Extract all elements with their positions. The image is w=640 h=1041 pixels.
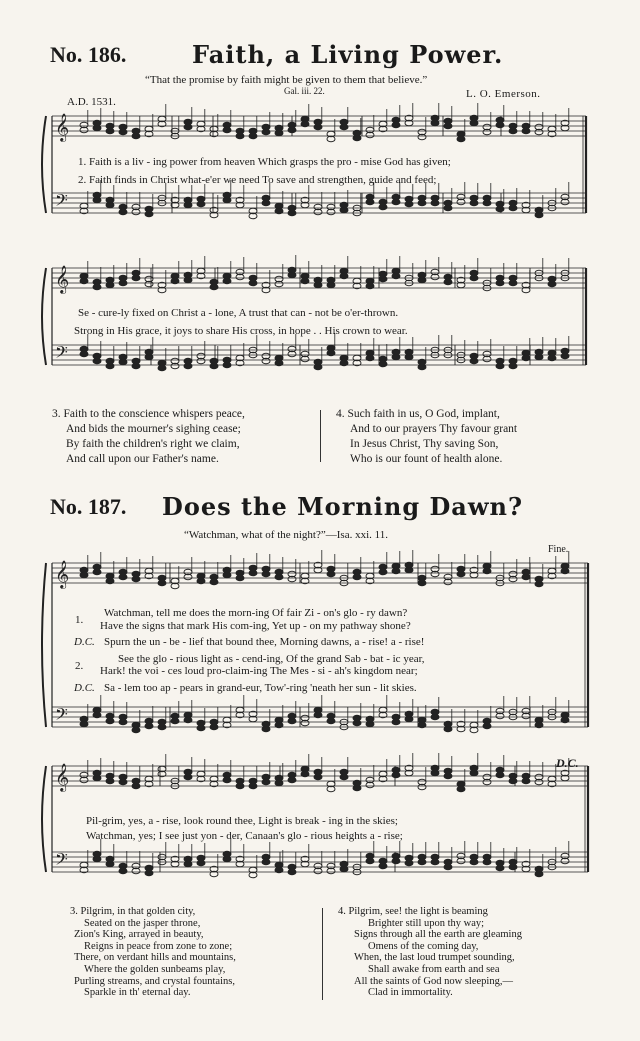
note-head [366, 199, 374, 205]
note-head [314, 124, 322, 130]
note-head [210, 363, 218, 369]
note-head [470, 275, 478, 281]
hymn-187-v1-line1: Watchman, tell me does the morn-ing Of fair Zi - on's glo - ry dawn? [104, 607, 408, 619]
note-head [444, 864, 452, 870]
verse-line: Clad in immortality. [368, 987, 453, 999]
hymn-186-sys2-line2: Strong in His grace, it joys to share His cross, in hope . . His crown to wear. [74, 325, 408, 337]
bass-clef-icon: 𝄢 [55, 190, 68, 214]
note-head [119, 868, 127, 874]
verse-line: When, the last loud trumpet sounding, [354, 952, 515, 964]
note-head [366, 283, 374, 289]
note-head [249, 133, 257, 139]
note-head [483, 200, 491, 206]
note-head [509, 205, 517, 211]
note-head [548, 281, 556, 287]
note-head [470, 859, 478, 865]
bass-clef-icon: 𝄢 [55, 849, 68, 873]
verse-line: 4. Pilgrim, see! the light is beaming [338, 906, 488, 917]
note-head [444, 123, 452, 129]
note-head [171, 718, 179, 724]
hymn-187-v2-line1: See the glo - rious light as - cend-ing, Of the grand Sab - bat - ic year, [118, 653, 425, 665]
note-head [106, 778, 114, 784]
note-head [171, 278, 179, 284]
hymn-187-v2-line2: Hark! the voi - ces loud pro-claim-ing The Mes - si - ah's kingdom near; [100, 665, 418, 677]
note-head [262, 726, 270, 732]
note-head [106, 363, 114, 369]
note-head [353, 785, 361, 791]
note-head [379, 204, 387, 210]
note-head [93, 569, 101, 575]
note-head [288, 777, 296, 783]
note-head [119, 129, 127, 135]
note-head [223, 127, 231, 133]
hymn-186-scripture: Gal. iii. 22. [284, 86, 325, 96]
note-head [275, 722, 283, 728]
note-head [106, 718, 114, 724]
verse-line: Zion's King, arrayed in beauty, [74, 929, 204, 941]
note-head [444, 205, 452, 211]
note-head [379, 863, 387, 869]
note-head [197, 860, 205, 866]
note-head [366, 858, 374, 864]
hymn-187-epigraph: “Watchman, what of the night?”—Isa. xxi. 11. [184, 529, 388, 541]
note-head [405, 201, 413, 207]
note-head [366, 355, 374, 361]
verse-divider [322, 908, 323, 1000]
note-head [314, 282, 322, 288]
note-head [392, 772, 400, 778]
note-head [470, 120, 478, 126]
note-head [197, 725, 205, 731]
bass-clef-icon: 𝄢 [55, 704, 68, 728]
note-head [119, 280, 127, 286]
note-head [483, 723, 491, 729]
note-head [288, 272, 296, 278]
note-head [522, 574, 530, 580]
note-head [119, 719, 127, 725]
hymn-187-verse-3 [70, 906, 236, 999]
verse-line: 3. Pilgrim, in that golden city, [70, 906, 196, 917]
dc-label-2: D.C. [74, 682, 95, 694]
note-head [197, 578, 205, 584]
note-head [262, 779, 270, 785]
verse-line: Reigns in peace from zone to zone; [84, 940, 233, 952]
hymn187-system1-brace [42, 563, 46, 727]
note-head [327, 350, 335, 356]
note-head [418, 200, 426, 206]
note-head [132, 363, 140, 369]
note-head [288, 718, 296, 724]
note-head [236, 575, 244, 581]
note-head [509, 128, 517, 134]
note-head [223, 777, 231, 783]
note-head [392, 858, 400, 864]
note-head [470, 358, 478, 364]
note-head [145, 354, 153, 360]
note-head [119, 359, 127, 365]
note-head [80, 721, 88, 727]
hymn-187-dc2-text: Sa - lem too ap - pears in grand-eur, Tow'-ring 'neath her sun - lit skies. [104, 682, 417, 694]
verse-line: Omens of the coming day, [368, 940, 479, 952]
hymn-186-composer: L. O. Emerson. [466, 88, 541, 100]
hymn-186-verse-4 [336, 407, 517, 467]
note-head [340, 360, 348, 366]
hymn-187-dc1-text: Spurn the un - be - lief that bound thee, Morning dawns, a - rise! a - rise! [104, 636, 425, 648]
verse-line: Who is our fount of health alone. [350, 453, 503, 465]
note-head [340, 124, 348, 130]
note-head [106, 861, 114, 867]
note-head [470, 200, 478, 206]
note-head [509, 864, 517, 870]
note-head [522, 355, 530, 361]
note-head [262, 200, 270, 206]
note-head [301, 771, 309, 777]
note-head [223, 856, 231, 862]
verse-line: By faith the children's right we claim, [66, 438, 240, 450]
note-head [535, 581, 543, 587]
verse-line: Brighter still upon thy way; [368, 917, 485, 929]
note-head [535, 722, 543, 728]
note-head [496, 772, 504, 778]
note-head [275, 574, 283, 580]
verse-line: Signs through all the earth are gleaming [354, 929, 522, 941]
treble-clef-icon: 𝄞 [55, 113, 70, 141]
note-head [457, 571, 465, 577]
note-head [535, 354, 543, 360]
verse-line: Shall awake from earth and sea [368, 963, 500, 975]
note-head [405, 354, 413, 360]
note-head [561, 353, 569, 359]
note-head [288, 869, 296, 875]
treble-clef-icon: 𝄞 [55, 763, 70, 791]
note-head [535, 871, 543, 877]
note-head [431, 859, 439, 865]
verse-line: There, on verdant hills and mountains, [74, 952, 236, 964]
note-head [431, 770, 439, 776]
note-head [340, 207, 348, 213]
note-head [275, 130, 283, 136]
note-head [496, 280, 504, 286]
note-head [418, 277, 426, 283]
note-head [158, 580, 166, 586]
note-head [314, 774, 322, 780]
note-head [184, 124, 192, 130]
verse-1-number: 1. [75, 614, 84, 626]
note-head [106, 128, 114, 134]
verse-line: Sparkle in th' eternal day. [84, 987, 191, 999]
note-head [249, 280, 257, 286]
note-head [392, 354, 400, 360]
note-head [80, 572, 88, 578]
note-head [275, 208, 283, 214]
note-head [379, 569, 387, 575]
note-head [327, 282, 335, 288]
note-head [340, 273, 348, 279]
note-head [288, 127, 296, 133]
note-head [158, 724, 166, 730]
note-head [392, 199, 400, 205]
note-head [145, 870, 153, 876]
note-head [522, 128, 530, 134]
note-head [509, 280, 517, 286]
note-head [431, 120, 439, 126]
note-head [145, 723, 153, 729]
note-head [340, 866, 348, 872]
verse-line: 4. Such faith in us, O God, implant, [336, 408, 500, 420]
note-head [275, 780, 283, 786]
note-head [223, 572, 231, 578]
hymn-187-v1-line2: Have the signs that mark His com-ing, Yet up - on my pathway shone? [100, 620, 411, 632]
note-head [535, 212, 543, 218]
note-head [210, 724, 218, 730]
note-head [262, 129, 270, 135]
note-head [496, 122, 504, 128]
note-head [119, 209, 127, 215]
note-head [275, 360, 283, 366]
note-head [301, 278, 309, 284]
note-head [184, 774, 192, 780]
note-head [197, 201, 205, 207]
verse-divider [320, 410, 321, 462]
note-head [353, 135, 361, 141]
note-head [106, 282, 114, 288]
hymn-186-date: A.D. 1531. [67, 96, 116, 108]
hymn187-system2-brace [42, 766, 46, 872]
note-head [379, 276, 387, 282]
note-head [418, 859, 426, 865]
note-head [366, 721, 374, 727]
verse-line: 3. Faith to the conscience whispers peace, [52, 408, 245, 420]
note-head [80, 278, 88, 284]
note-head [93, 284, 101, 290]
note-head [496, 865, 504, 871]
hymn-187-number: No. 187. [50, 494, 127, 519]
hymn-186-sys1-line1: 1. Faith is a liv - ing power from heaven Which grasps the pro - mise God has given; [78, 156, 451, 168]
note-head [509, 363, 517, 369]
note-head [444, 279, 452, 285]
hymn186-system2-brace [42, 268, 46, 365]
note-head [522, 778, 530, 784]
note-head [314, 364, 322, 370]
note-head [418, 722, 426, 728]
verse-line: Purling streams, and crystal fountains, [74, 975, 235, 987]
hymn-186-epigraph: “That the promise by faith might be given to them that believe.” [145, 74, 428, 86]
note-head [288, 210, 296, 216]
hymn-187-sys2-line2: Watchman, yes; I see just yon - der, Canaan's glo - rious heights a - rise; [86, 830, 403, 842]
treble-clef-icon: 𝄞 [55, 560, 70, 588]
hymn-186-verse-3 [52, 407, 245, 467]
note-head [327, 718, 335, 724]
note-head [418, 580, 426, 586]
note-head [184, 717, 192, 723]
dc-marking: D.C. [556, 756, 579, 770]
note-head [379, 361, 387, 367]
note-head [496, 363, 504, 369]
hymn-187-verse-4 [338, 906, 522, 999]
note-head [93, 358, 101, 364]
fine-marking: Fine. [548, 544, 569, 555]
hymn-187-sys2-line1: Pil-grim, yes, a - rise, look round thee, Light is break - ing in the skies; [86, 815, 398, 827]
verse-line: Where the golden sunbeams play, [84, 963, 226, 975]
note-head [483, 859, 491, 865]
note-head [457, 786, 465, 792]
note-head [444, 773, 452, 779]
note-head [158, 365, 166, 371]
note-head [418, 364, 426, 370]
note-head [93, 712, 101, 718]
note-head [444, 726, 452, 732]
note-head [210, 579, 218, 585]
note-head [431, 714, 439, 720]
note-head [210, 284, 218, 290]
note-head [275, 867, 283, 873]
verse-line: All the saints of God now sleeping,— [354, 975, 513, 987]
note-head [392, 122, 400, 128]
note-head [184, 363, 192, 369]
verse-line: Seated on the jasper throne, [84, 917, 201, 929]
treble-clef-icon: 𝄞 [55, 265, 70, 293]
note-head [132, 133, 140, 139]
verse-2-number: 2. [75, 660, 84, 672]
note-head [392, 719, 400, 725]
note-head [93, 856, 101, 862]
note-head [93, 125, 101, 131]
note-head [119, 574, 127, 580]
note-head [483, 568, 491, 574]
dc-label-1: D.C. [74, 636, 95, 648]
hymn-186-number: No. 186. [50, 42, 127, 67]
note-head [470, 770, 478, 776]
note-head [132, 275, 140, 281]
note-head [132, 576, 140, 582]
bass-clef-icon: 𝄢 [55, 342, 68, 366]
note-head [80, 351, 88, 357]
note-head [262, 859, 270, 865]
note-head [223, 362, 231, 368]
note-head [184, 277, 192, 283]
note-head [301, 121, 309, 127]
note-head [236, 783, 244, 789]
note-head [262, 571, 270, 577]
note-head [314, 712, 322, 718]
note-head [561, 568, 569, 574]
note-head [353, 574, 361, 580]
hymn-186-sys1-line2: 2. Faith finds in Christ what-e'er we need To save and strengthen, guide and feed; [78, 174, 437, 186]
note-head [392, 568, 400, 574]
note-head [405, 716, 413, 722]
note-head [249, 570, 257, 576]
note-head [496, 206, 504, 212]
hymn-187-title: Does the Morning Dawn? [162, 492, 524, 521]
note-head [184, 861, 192, 867]
note-head [353, 720, 361, 726]
note-head [145, 211, 153, 217]
note-head [249, 783, 257, 789]
hymn-186-sys2-line1: Se - cure-ly fixed on Christ a - lone, A trust that can - not be o'er-thrown. [78, 307, 399, 319]
note-head [509, 778, 517, 784]
hymn186-system1-brace [42, 116, 46, 213]
verse-line: In Jesus Christ, Thy saving Son, [350, 438, 499, 450]
note-head [457, 136, 465, 142]
note-head [392, 273, 400, 279]
note-head [132, 727, 140, 733]
note-head [431, 200, 439, 206]
note-head [93, 775, 101, 781]
note-head [106, 578, 114, 584]
note-head [405, 860, 413, 866]
note-head [236, 133, 244, 139]
note-head [93, 197, 101, 203]
note-head [327, 571, 335, 577]
note-head [106, 202, 114, 208]
note-head [119, 779, 127, 785]
note-head [405, 567, 413, 573]
note-head [561, 717, 569, 723]
note-head [548, 355, 556, 361]
hymn-186-title: Faith, a Living Power. [192, 40, 504, 69]
verse-line: And bids the mourner's sighing cease; [66, 423, 241, 435]
note-head [184, 202, 192, 208]
note-head [223, 197, 231, 203]
note-head [132, 783, 140, 789]
verse-line: And call upon our Father's name. [66, 453, 219, 465]
note-head [223, 278, 231, 284]
verse-line: And to our prayers Thy favour grant [350, 423, 518, 435]
note-head [340, 774, 348, 780]
